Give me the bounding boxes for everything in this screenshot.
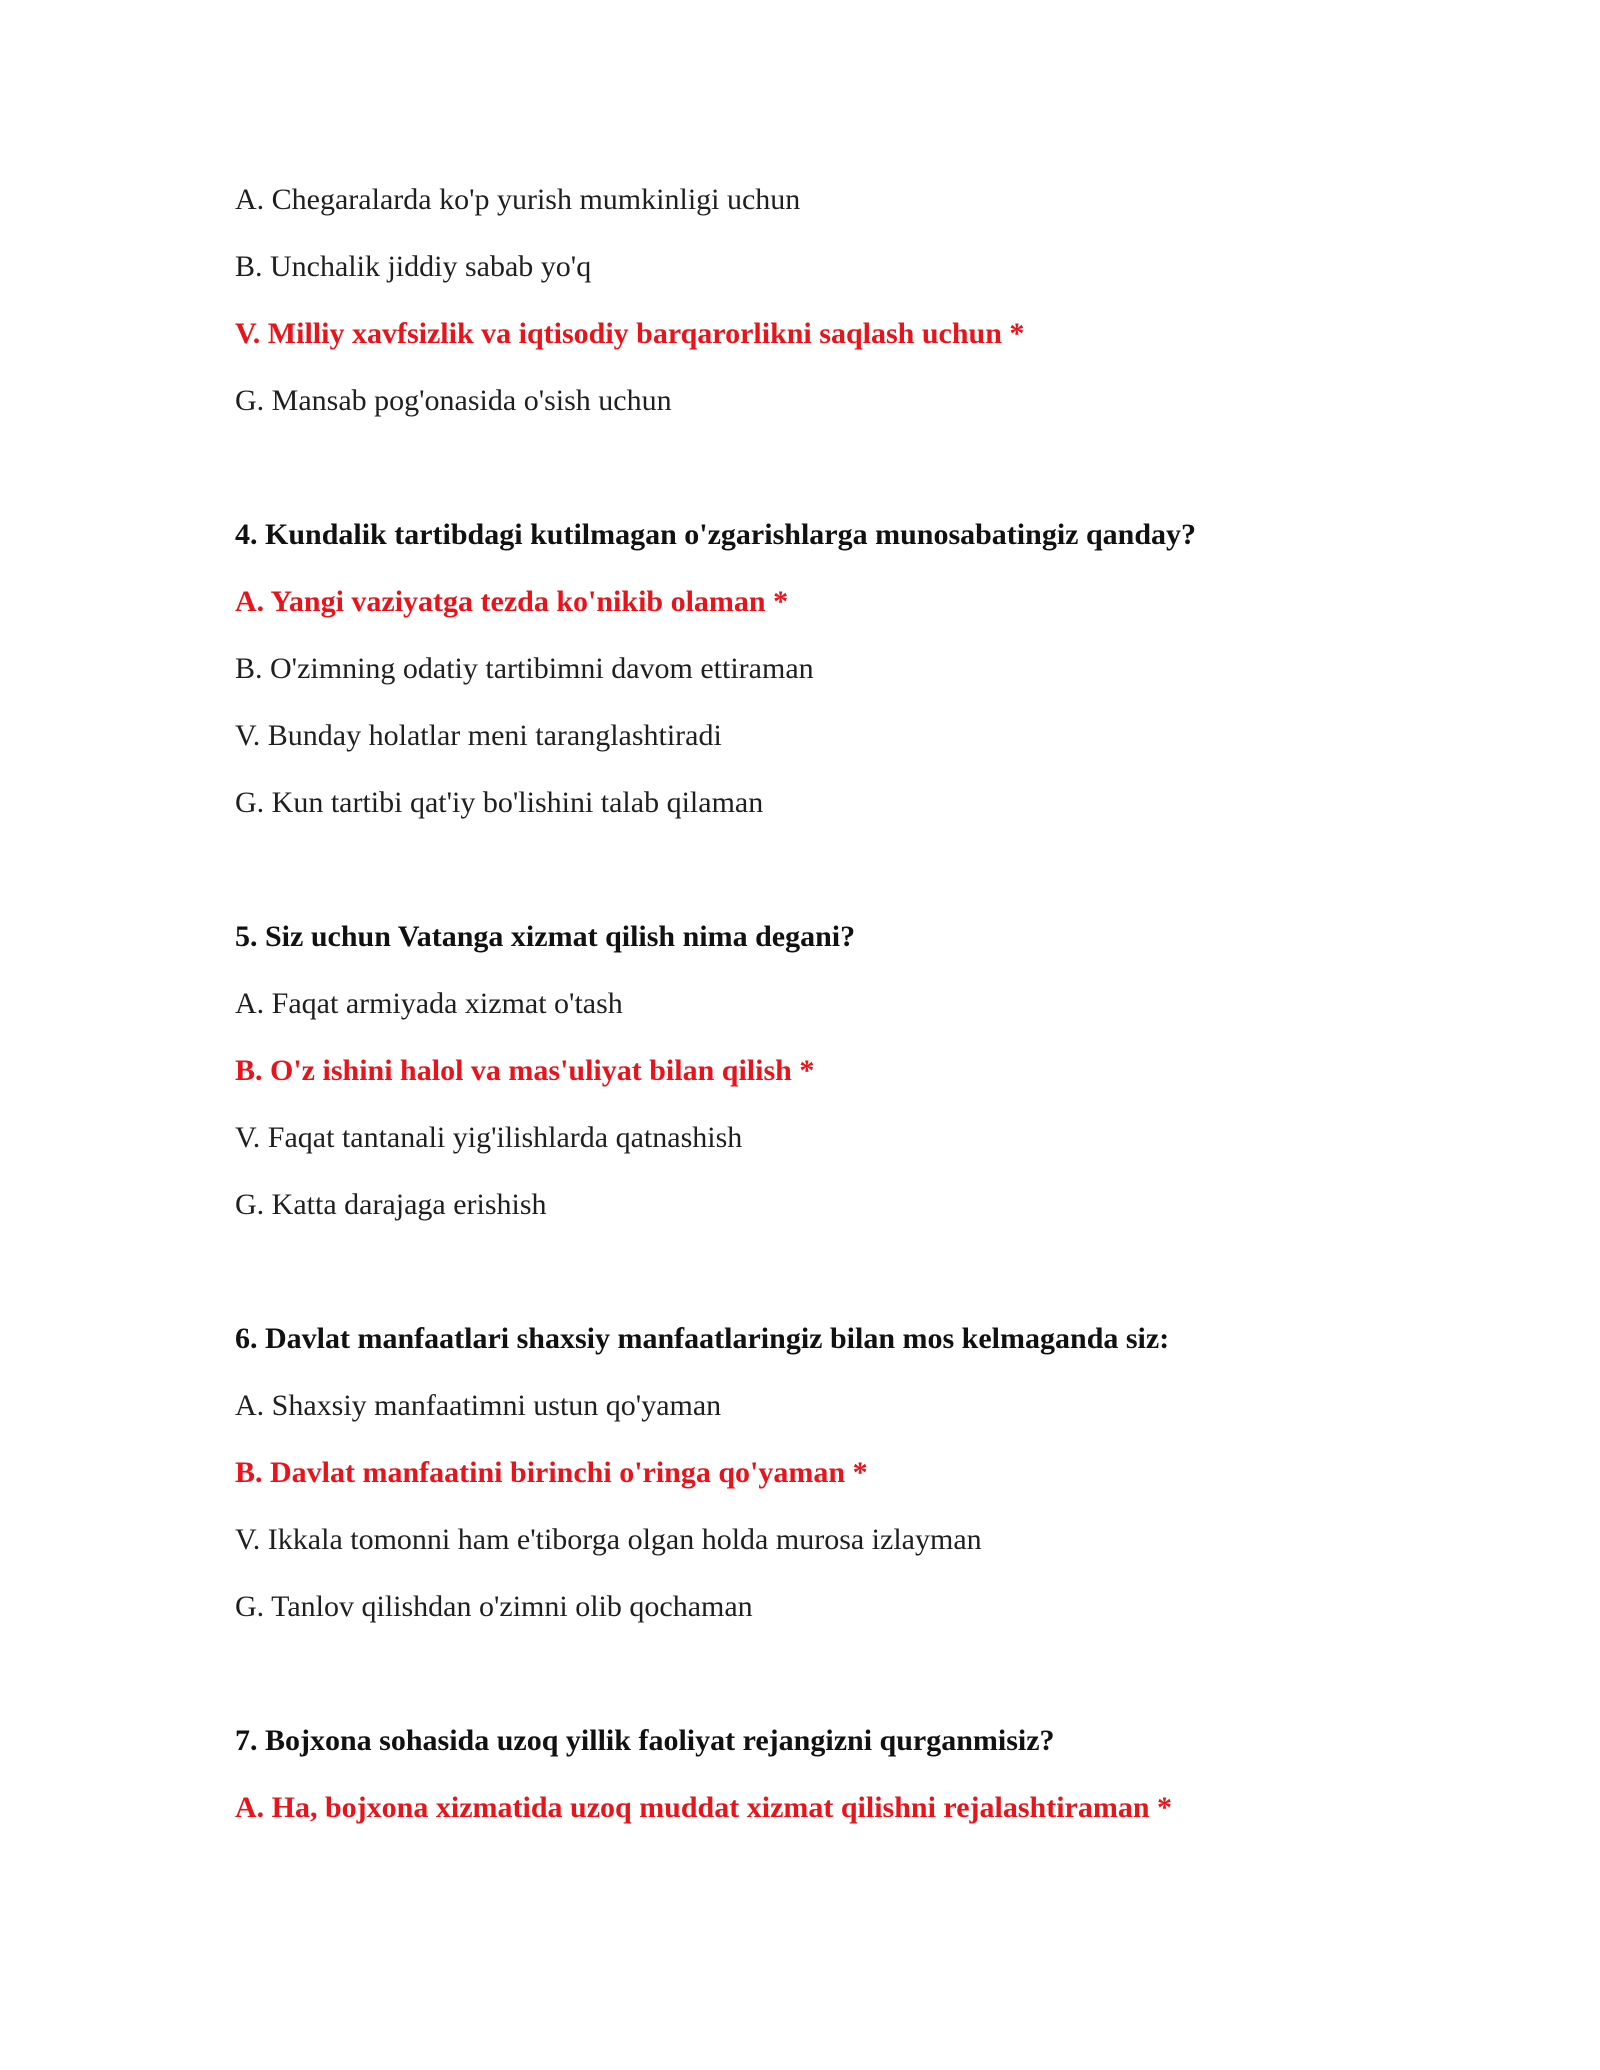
- question-4-title: 4. Kundalik tartibdagi kutilmagan o'zgarishlarga munosabatingiz qanday?: [235, 518, 1197, 551]
- questionnaire: [235, 182, 1395, 1857]
- spacer: [235, 852, 1395, 919]
- option-3-a: A. Chegaralarda ko'p yurish mumkinligi uchun: [235, 183, 801, 216]
- spacer: [235, 1254, 1395, 1321]
- option-3-g: G. Mansab pog'onasida o'sish uchun: [235, 384, 672, 417]
- option-3-v-correct: V. Milliy xavfsizlik va iqtisodiy barqarorlikni saqlash uchun *: [235, 317, 1025, 350]
- question-block-6: [235, 1321, 1395, 1625]
- option-5-b-correct: B. O'z ishini halol va mas'uliyat bilan qilish *: [235, 1054, 815, 1087]
- question-7-title: 7. Bojxona sohasida uzoq yillik faoliyat rejangizni qurganmisiz?: [235, 1724, 1055, 1757]
- option-6-a: A. Shaxsiy manfaatimni ustun qo'yaman: [235, 1389, 722, 1422]
- option-6-v: V. Ikkala tomonni ham e'tiborga olgan holda murosa izlayman: [235, 1523, 982, 1556]
- question-block-3: [235, 182, 1395, 419]
- question-block-5: [235, 919, 1395, 1223]
- option-5-v: V. Faqat tantanali yig'ilishlarda qatnashish: [235, 1121, 743, 1154]
- option-4-a-correct: A. Yangi vaziyatga tezda ko'nikib olaman *: [235, 585, 789, 618]
- option-5-a: A. Faqat armiyada xizmat o'tash: [235, 987, 623, 1020]
- question-6-title: 6. Davlat manfaatlari shaxsiy manfaatlaringiz bilan mos kelmaganda siz:: [235, 1322, 1170, 1355]
- question-block-4: [235, 517, 1395, 821]
- option-5-g: G. Katta darajaga erishish: [235, 1188, 547, 1221]
- question-5-title: 5. Siz uchun Vatanga xizmat qilish nima degani?: [235, 920, 856, 953]
- option-3-b: B. Unchalik jiddiy sabab yo'q: [235, 250, 592, 283]
- option-6-g: G. Tanlov qilishdan o'zimni olib qochaman: [235, 1590, 753, 1623]
- question-block-7: [235, 1723, 1395, 1826]
- spacer: [235, 1656, 1395, 1723]
- spacer: [235, 450, 1395, 517]
- option-4-b: B. O'zimning odatiy tartibimni davom ettiraman: [235, 652, 814, 685]
- option-4-v: V. Bunday holatlar meni taranglashtiradi: [235, 719, 722, 752]
- option-6-b-correct: B. Davlat manfaatini birinchi o'ringa qo'yaman *: [235, 1456, 868, 1489]
- option-4-g: G. Kun tartibi qat'iy bo'lishini talab qilaman: [235, 786, 764, 819]
- option-7-a-correct: A. Ha, bojxona xizmatida uzoq muddat xizmat qilishni rejalashtiraman *: [235, 1791, 1173, 1824]
